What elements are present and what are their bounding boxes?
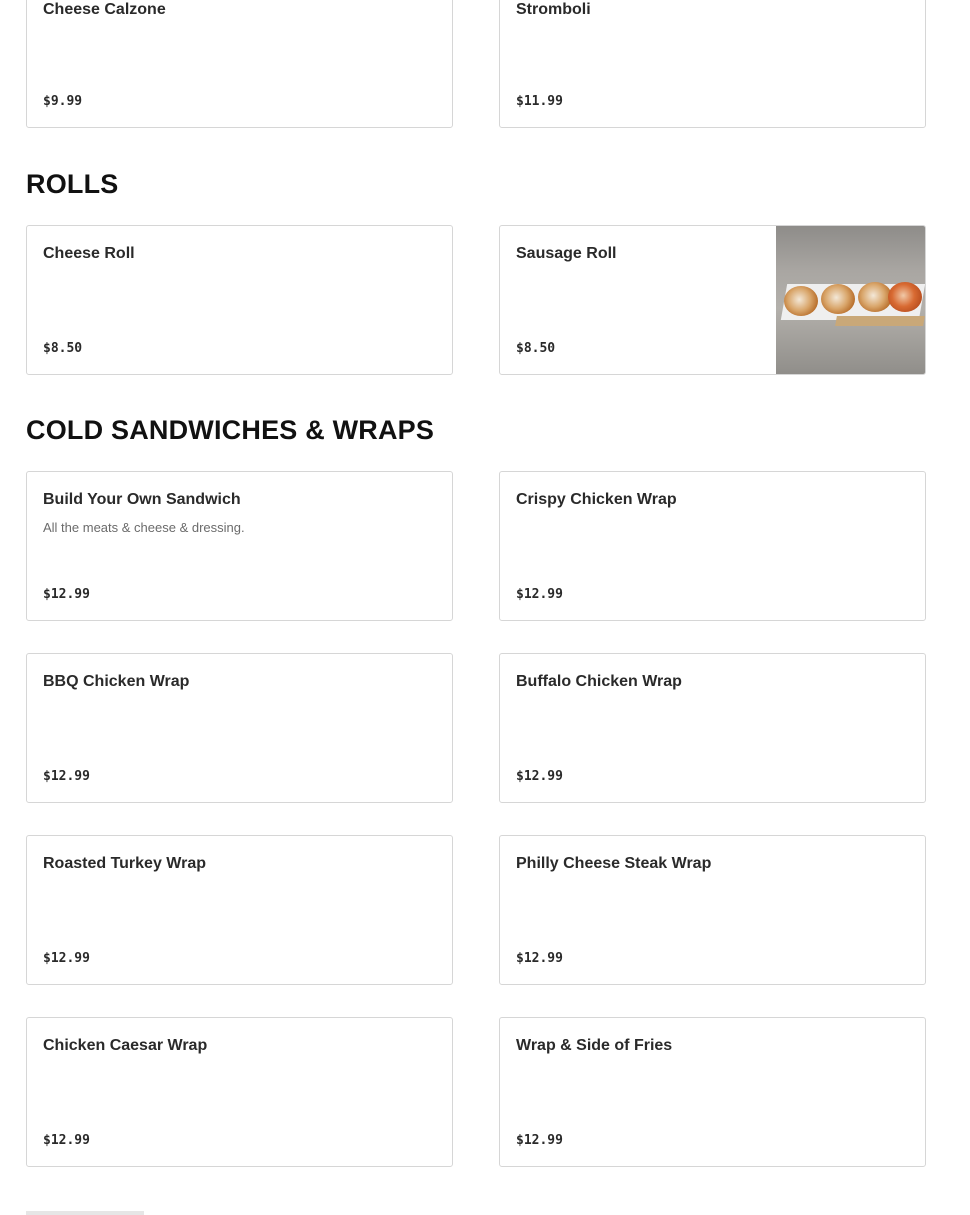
roll-shape [821,284,855,314]
menu-item-card[interactable] [26,835,453,985]
menu-item-name: Crispy Chicken Wrap [516,491,677,508]
menu-item-name: Cheese Roll [43,245,135,262]
menu-item-price: $8.50 [516,341,556,356]
menu-item-price: $8.50 [43,341,83,356]
menu-item-name: Wrap & Side of Fries [516,1037,673,1054]
menu-item-name: Roasted Turkey Wrap [43,855,207,872]
menu-item-name: Chicken Caesar Wrap [43,1037,208,1054]
menu-item-card[interactable] [499,225,926,375]
menu-item-card[interactable] [499,653,926,803]
board-shape [835,316,925,326]
menu-item-price: $12.99 [516,951,563,966]
next-section-title-cutoff [26,1207,146,1215]
roll-shape [888,282,922,312]
menu-item-name: Sausage Roll [516,245,617,262]
menu-item-price: $12.99 [43,769,90,784]
roll-shape [858,282,892,312]
menu-item-card[interactable] [499,1017,926,1167]
menu-item-card[interactable] [26,471,453,621]
menu-item-name: BBQ Chicken Wrap [43,673,190,690]
menu-item-price: $9.99 [43,94,83,109]
menu-item-price: $12.99 [516,769,563,784]
menu-item-description: All the meats & cheese & dressing. [43,520,245,535]
menu-item-card[interactable] [499,471,926,621]
menu-item-card[interactable] [499,835,926,985]
menu-item-price: $12.99 [43,951,90,966]
menu-item-card[interactable] [26,1017,453,1167]
menu-item-price: $12.99 [516,1133,563,1148]
menu-item-name: Philly Cheese Steak Wrap [516,855,712,872]
menu-item-price: $12.99 [43,1133,90,1148]
menu-item-card[interactable] [499,0,926,128]
section-title-rolls: ROLLS [26,169,119,199]
menu-item-name: Cheese Calzone [43,1,166,18]
menu-item-photo[interactable] [776,226,925,375]
menu-item-name: Build Your Own Sandwich [43,491,241,508]
menu-item-price: $11.99 [516,94,563,109]
menu-item-card[interactable] [26,653,453,803]
menu-item-name: Buffalo Chicken Wrap [516,673,682,690]
menu-item-name: Stromboli [516,1,591,18]
roll-shape [784,286,818,316]
menu-item-card[interactable] [26,0,453,128]
section-title-cold-sandwiches: COLD SANDWICHES & WRAPS [26,415,435,445]
menu-item-card[interactable] [26,225,453,375]
menu-item-price: $12.99 [516,587,563,602]
menu-item-price: $12.99 [43,587,90,602]
